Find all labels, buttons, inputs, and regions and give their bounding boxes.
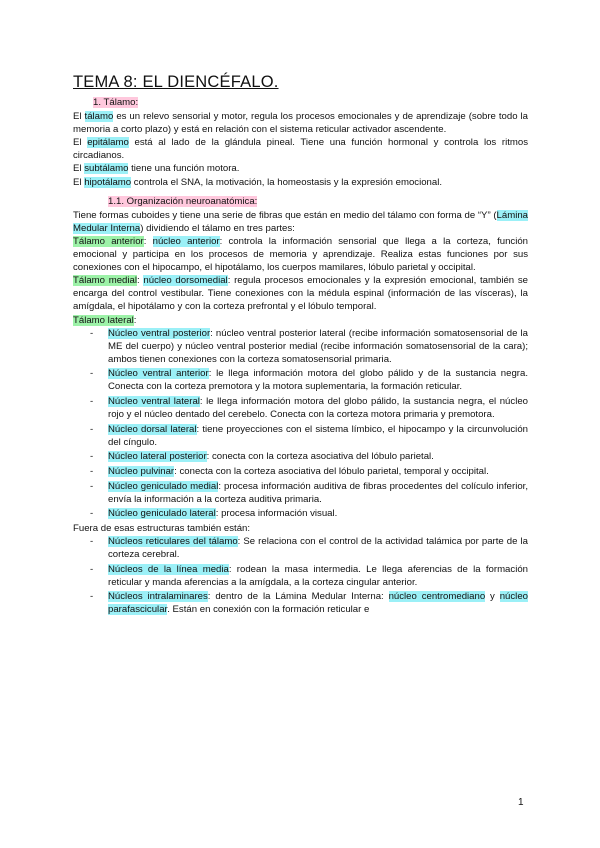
subsection-heading-organizacion bbox=[108, 195, 528, 208]
list-item: - Núcleos reticulares del tálamo: Se relaciona con el control de la actividad talámica por parte de la corteza cerebral. bbox=[90, 536, 528, 561]
list-item: - Núcleo geniculado lateral: procesa información visual. bbox=[90, 508, 338, 520]
bullet-dash: - bbox=[90, 563, 94, 575]
term-hipotalamo: hipotálamo bbox=[84, 176, 132, 188]
bullet-dash: - bbox=[90, 591, 94, 603]
list-item: - Núcleos de la línea media: rodean la masa intermedia. Le llega aferencias de la formación reticular y manda aferencias a la amígdala, a la corteza cingular anterior. bbox=[90, 563, 528, 588]
outside-structures-intro: Fuera de esas estructuras también están: bbox=[73, 522, 251, 534]
intro-hipotalamo: El hipotálamo controla el SNA, la motivación, la homeostasis y la expresión emocional. bbox=[73, 176, 443, 188]
page-number: 1 bbox=[518, 797, 524, 808]
list-item: - Núcleo geniculado medial: procesa información auditiva de fibras procedentes del colículo inferior, envía la información a la corteza auditiva primaria. bbox=[90, 480, 528, 505]
section-heading-text: 1. Tálamo: bbox=[93, 97, 139, 108]
label-talamo-anterior: Tálamo anterior bbox=[73, 235, 144, 247]
page-content bbox=[73, 72, 528, 618]
bullet-dash: - bbox=[90, 327, 94, 339]
bullet-dash: - bbox=[90, 536, 94, 547]
talamo-lateral-heading: Tálamo lateral: bbox=[73, 314, 137, 326]
outside-nuclei-list bbox=[73, 535, 528, 617]
list-item: - Núcleo ventral posterior: núcleo ventral posterior lateral (recibe información somatosensorial de la ME del cuerpo) y núcleo ventral posterior medial (recibe información somatosensorial de la cara); ambos tienen conexiones con la corteza somatosensorial primaria. bbox=[90, 327, 528, 365]
organization-description: Tiene formas cuboides y tiene una serie de fibras que están en medio del tálamo con forma de “Y” (Lámina Medular Interna) dividiendo el tálamo en tres partes: bbox=[73, 209, 528, 234]
bullet-dash: - bbox=[90, 396, 94, 408]
list-item: - Núcleo ventral lateral: le llega información motora del globo pálido, la sustancia negra, el núcleo rojo y el núcleo dentado del cerebelo. Conecta con la corteza motora primaria y premotora. bbox=[90, 396, 528, 421]
list-item: - Núcleos intralaminares: dentro de la Lámina Medular Interna: núcleo centromediano y núcleo parafascicular. Están en conexión con la formación reticular e bbox=[90, 591, 528, 616]
bullet-dash: - bbox=[90, 508, 94, 520]
talamo-medial-paragraph: Tálamo medial: núcleo dorsomedial: regula procesos emocionales y la expresión emocional, también se encarga del control vestibular. Tiene conexiones con la médula espinal (información de las vísceras), la amígdala, el hipotálamo y con la corteza prefrontal y el lóbulo temporal. bbox=[73, 275, 528, 313]
intro-subtalamo: El subtálamo tiene una función motora. bbox=[73, 163, 240, 175]
talamo-anterior-paragraph: Tálamo anterior: núcleo anterior: controla la información sensorial que llega a la corteza, función emocional y participa en los procesos de memoria y aprendizaje. Realiza estas funciones por sus conexiones con el hipocampo, el hipotálamo, los cuerpos mamilares, lóbulo parietal y occipital. bbox=[73, 235, 529, 274]
bullet-dash: - bbox=[90, 451, 94, 463]
subsection-heading-text: 1.1. Organización neuroanatómica: bbox=[108, 195, 258, 207]
list-item: - Núcleo dorsal lateral: tiene proyecciones con el sistema límbico, el hipocampo y la circunvolución del cíngulo. bbox=[90, 423, 528, 448]
page-title: TEMA 8: EL DIENCÉFALO. bbox=[73, 73, 279, 91]
term-nucleo-anterior: núcleo anterior bbox=[152, 235, 220, 247]
term-subtalamo: subtálamo bbox=[84, 163, 129, 175]
label-talamo-medial: Tálamo medial bbox=[73, 275, 137, 287]
bullet-dash: - bbox=[90, 368, 94, 380]
bullet-dash: - bbox=[90, 466, 94, 478]
term-talamo: tálamo bbox=[84, 111, 114, 123]
term-nucleo-dorsomedial: núcleo dorsomedial bbox=[143, 275, 228, 287]
intro-talamo: El tálamo es un relevo sensorial y motor, regula los procesos emocionales y de aprendizaje (sobre todo la memoria a corto plazo) y está en relación con el sistema reticular activador ascendente. bbox=[73, 111, 529, 136]
list-item: - Núcleo ventral anterior: le llega información motora del globo pálido y de la sustancia negra. Conecta con la corteza premotora y la motora suplementaria, la formación reticular. bbox=[90, 368, 528, 393]
list-item: - Núcleo pulvinar: conecta con la corteza asociativa del lóbulo parietal, temporal y occipital. bbox=[90, 466, 489, 478]
bullet-dash: - bbox=[90, 423, 94, 435]
bullet-dash: - bbox=[90, 480, 94, 492]
term-epitalamo: epitálamo bbox=[87, 137, 129, 149]
term-lamina-medular: Lámina Medular Interna bbox=[73, 209, 528, 234]
intro-epitalamo: El epitálamo está al lado de la glándula pineal. Tiene una función hormonal y controla los ritmos circadianos. bbox=[73, 137, 528, 162]
list-item: - Núcleo lateral posterior: conecta con la corteza asociativa del lóbulo parietal. bbox=[90, 451, 434, 463]
section-heading-talamo bbox=[93, 96, 528, 109]
lateral-nuclei-list bbox=[73, 327, 528, 521]
label-talamo-lateral: Tálamo lateral bbox=[73, 314, 134, 326]
